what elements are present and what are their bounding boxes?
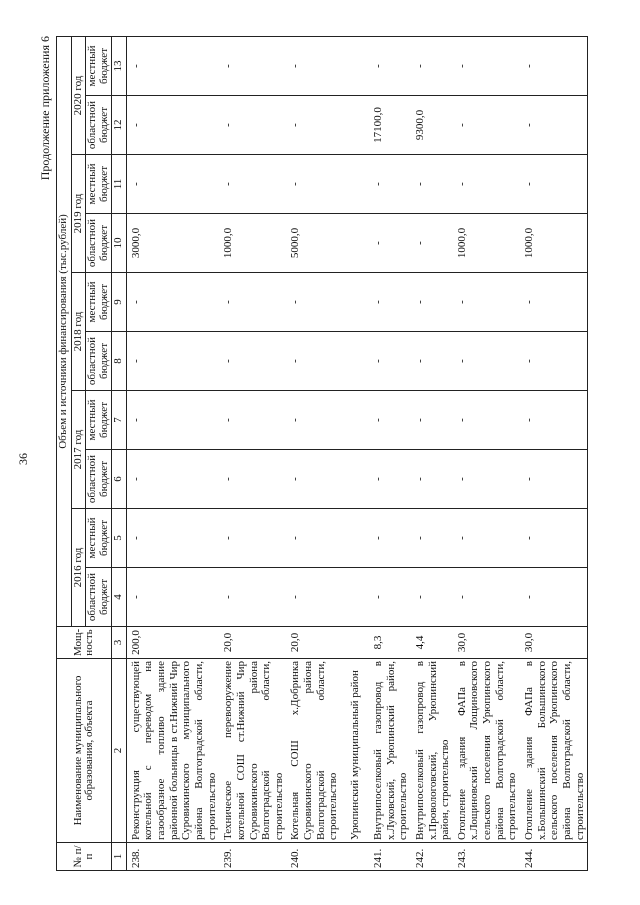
table-body <box>126 37 588 871</box>
funding-value: - <box>126 450 219 509</box>
header-year: 2016 год <box>71 509 86 627</box>
column-number: 12 <box>112 96 127 155</box>
funding-value: - <box>126 332 219 391</box>
funding-value: - <box>286 273 341 332</box>
funding-value: 1000,0 <box>520 214 588 273</box>
funding-value: - <box>520 450 588 509</box>
funding-value: - <box>520 332 588 391</box>
header-year: 2020 год <box>71 37 86 155</box>
funding-value: - <box>126 391 219 450</box>
object-name: Техническое перевооружение котельной СОШ ст.Нижний Чир Суровикинского района Волгоградской области, строительство <box>219 659 286 843</box>
funding-value: 1000,0 <box>219 214 286 273</box>
funding-value: - <box>369 214 411 273</box>
continuation-label: Продолжение приложения 6 <box>38 36 52 181</box>
funding-value: - <box>369 37 411 96</box>
row-number: 241. <box>369 843 411 871</box>
header-year: 2017 год <box>71 391 86 509</box>
column-number: 13 <box>112 37 127 96</box>
header-regional: областной бюджет <box>86 332 112 391</box>
table-header <box>57 37 127 871</box>
funding-value: - <box>219 391 286 450</box>
funding-value: - <box>369 568 411 627</box>
funding-value: - <box>520 391 588 450</box>
funding-value: - <box>126 155 219 214</box>
funding-value: - <box>411 214 453 273</box>
funding-value: - <box>520 273 588 332</box>
table-row <box>126 37 219 871</box>
funding-value: - <box>126 509 219 568</box>
table-row <box>286 37 341 871</box>
row-number: 239. <box>219 843 286 871</box>
funding-value: - <box>219 568 286 627</box>
funding-value: 1000,0 <box>453 214 520 273</box>
column-number: 2 <box>112 659 127 843</box>
funding-value: - <box>453 273 520 332</box>
funding-value: - <box>219 450 286 509</box>
object-name: Отопление здания ФАПа в х.Большинский Большинского сельского поселения Урюпинского района Волгоградской области, строительство <box>520 659 588 843</box>
section-title: Урюпинский муниципальный район <box>341 659 369 843</box>
header-year: 2019 год <box>71 155 86 273</box>
power-value: 200,0 <box>126 627 219 659</box>
header-no: № п/п <box>57 843 112 871</box>
funding-value: - <box>520 568 588 627</box>
funding-value: - <box>219 273 286 332</box>
funding-value: - <box>453 332 520 391</box>
funding-value: - <box>369 450 411 509</box>
header-regional: областной бюджет <box>86 214 112 273</box>
object-name: Отопление здания ФАПа в х.Лощиновский Лощиновского сельского поселения Урюпинского района Волгоградской области, строительство <box>453 659 520 843</box>
header-regional: областной бюджет <box>86 568 112 627</box>
power-value: 30,0 <box>453 627 520 659</box>
table-row <box>369 37 411 871</box>
funding-value: - <box>369 155 411 214</box>
object-name: Котельная СОШ х.Добринка Суровикинского района Волгоградской области, строительство <box>286 659 341 843</box>
funding-value: - <box>411 273 453 332</box>
header-regional: областной бюджет <box>86 96 112 155</box>
header-local: местный бюджет <box>86 273 112 332</box>
power-value: 20,0 <box>286 627 341 659</box>
header-name: Наименование муниципального образования, объекта <box>57 659 112 843</box>
column-number: 7 <box>112 391 127 450</box>
funding-value: - <box>453 391 520 450</box>
funding-value: - <box>520 155 588 214</box>
column-number: 11 <box>112 155 127 214</box>
funding-value: - <box>411 332 453 391</box>
object-name: Реконструкция существующей котельной с переводом на газообразное топливо здание районной больницы в ст.Нижний Чир Суровикинского муниципального района Волгоградской области, строительство <box>126 659 219 843</box>
power-value: 4,4 <box>411 627 453 659</box>
header-power: Мощ-ность <box>57 627 112 659</box>
funding-value: - <box>126 96 219 155</box>
funding-value: - <box>286 568 341 627</box>
header-funding: Объем и источники финансирования (тыс.рублей) <box>57 37 72 627</box>
funding-value: - <box>219 155 286 214</box>
funding-value: - <box>453 450 520 509</box>
funding-value: - <box>286 391 341 450</box>
column-numbers-row <box>112 37 127 871</box>
column-number: 6 <box>112 450 127 509</box>
funding-value: - <box>219 332 286 391</box>
funding-value: 5000,0 <box>286 214 341 273</box>
funding-value: 9300,0 <box>411 96 453 155</box>
column-number: 5 <box>112 509 127 568</box>
funding-value: - <box>520 37 588 96</box>
funding-value: - <box>126 273 219 332</box>
column-number: 3 <box>112 627 127 659</box>
table-row <box>520 37 588 871</box>
funding-value: - <box>453 96 520 155</box>
header-regional: областной бюджет <box>86 450 112 509</box>
funding-value: - <box>453 509 520 568</box>
power-value: 20,0 <box>219 627 286 659</box>
funding-value: - <box>453 37 520 96</box>
column-number: 8 <box>112 332 127 391</box>
funding-value: - <box>411 568 453 627</box>
funding-value: - <box>286 155 341 214</box>
funding-value: - <box>369 273 411 332</box>
funding-value: - <box>219 509 286 568</box>
page-number: 36 <box>16 453 30 465</box>
funding-value: - <box>286 450 341 509</box>
row-number: 244. <box>520 843 588 871</box>
power-value: 8,3 <box>369 627 411 659</box>
funding-value: - <box>286 96 341 155</box>
row-number: 242. <box>411 843 453 871</box>
funding-value: 17100,0 <box>369 96 411 155</box>
header-local: местный бюджет <box>86 509 112 568</box>
funding-value: - <box>369 509 411 568</box>
column-number: 9 <box>112 273 127 332</box>
funding-value: - <box>219 37 286 96</box>
header-local: местный бюджет <box>86 391 112 450</box>
funding-value: - <box>286 509 341 568</box>
power-value: 30,0 <box>520 627 588 659</box>
financing-table <box>56 36 588 871</box>
section-row <box>341 37 369 871</box>
table-row <box>411 37 453 871</box>
funding-value: - <box>411 37 453 96</box>
funding-value: - <box>520 509 588 568</box>
funding-value: - <box>411 450 453 509</box>
object-name: Внутрипоселковый газопровод в х.Провологовский, Урюпинский район, строительство <box>411 659 453 843</box>
row-number: 238. <box>126 843 219 871</box>
funding-value: - <box>286 332 341 391</box>
funding-value: - <box>219 96 286 155</box>
funding-value: - <box>126 568 219 627</box>
funding-value: - <box>411 155 453 214</box>
funding-value: 3000,0 <box>126 214 219 273</box>
header-local: местный бюджет <box>86 37 112 96</box>
funding-value: - <box>411 509 453 568</box>
row-number: 240. <box>286 843 341 871</box>
funding-value: - <box>369 391 411 450</box>
object-name: Внутрипоселковый газопровод в х.Луковский, Урюпинский район, строительство <box>369 659 411 843</box>
column-number: 1 <box>112 843 127 871</box>
funding-value: - <box>453 568 520 627</box>
funding-value: - <box>453 155 520 214</box>
funding-value: - <box>126 37 219 96</box>
column-number: 10 <box>112 214 127 273</box>
funding-value: - <box>411 391 453 450</box>
row-number: 243. <box>453 843 520 871</box>
header-local: местный бюджет <box>86 155 112 214</box>
header-year: 2018 год <box>71 273 86 391</box>
funding-value: - <box>369 332 411 391</box>
column-number: 4 <box>112 568 127 627</box>
table-row <box>219 37 286 871</box>
table-row <box>453 37 520 871</box>
funding-value: - <box>286 37 341 96</box>
funding-value: - <box>520 96 588 155</box>
